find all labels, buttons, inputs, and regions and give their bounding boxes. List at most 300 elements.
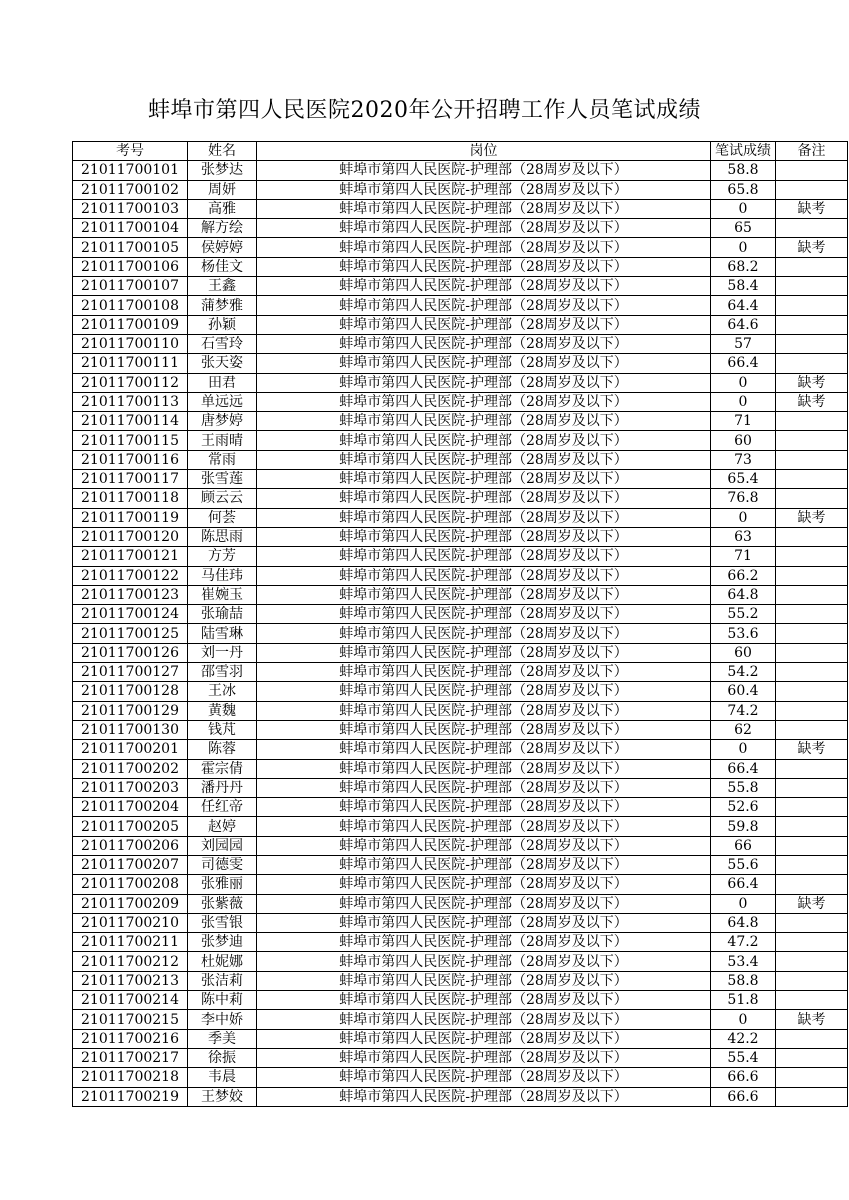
table-row <box>73 334 848 353</box>
table-row <box>73 991 848 1010</box>
position-cell: 蚌埠市第四人民医院-护理部（28周岁及以下） <box>257 547 711 566</box>
score-cell: 60 <box>711 431 776 450</box>
remarks-cell: 缺考 <box>776 1010 848 1029</box>
remarks-cell <box>776 1048 848 1067</box>
remarks-cell <box>776 566 848 585</box>
position-cell: 蚌埠市第四人民医院-护理部（28周岁及以下） <box>257 354 711 373</box>
score-cell: 54.2 <box>711 663 776 682</box>
exam-number-cell: 21011700120 <box>73 527 188 546</box>
name-cell: 杨佳文 <box>188 257 257 276</box>
score-cell: 71 <box>711 547 776 566</box>
name-cell: 刘一丹 <box>188 643 257 662</box>
name-cell: 陈蓉 <box>188 740 257 759</box>
score-cell: 52.6 <box>711 798 776 817</box>
table-row <box>73 277 848 296</box>
score-cell: 58.8 <box>711 161 776 180</box>
name-cell: 陈中莉 <box>188 991 257 1010</box>
name-cell: 钱芃 <box>188 720 257 739</box>
header-position: 岗位 <box>257 142 711 161</box>
name-cell: 陈思雨 <box>188 527 257 546</box>
header-exam-number: 考号 <box>73 142 188 161</box>
table-row <box>73 894 848 913</box>
position-cell: 蚌埠市第四人民医院-护理部（28周岁及以下） <box>257 817 711 836</box>
table-row <box>73 933 848 952</box>
position-cell: 蚌埠市第四人民医院-护理部（28周岁及以下） <box>257 663 711 682</box>
name-cell: 顾云云 <box>188 489 257 508</box>
score-cell: 51.8 <box>711 991 776 1010</box>
score-cell: 66.2 <box>711 566 776 585</box>
remarks-cell <box>776 933 848 952</box>
position-cell: 蚌埠市第四人民医院-护理部（28周岁及以下） <box>257 759 711 778</box>
score-cell: 66.4 <box>711 759 776 778</box>
remarks-cell: 缺考 <box>776 199 848 218</box>
position-cell: 蚌埠市第四人民医院-护理部（28周岁及以下） <box>257 392 711 411</box>
score-cell: 0 <box>711 199 776 218</box>
exam-number-cell: 21011700211 <box>73 933 188 952</box>
name-cell: 唐梦婷 <box>188 412 257 431</box>
exam-number-cell: 21011700101 <box>73 161 188 180</box>
score-cell: 64.8 <box>711 585 776 604</box>
table-row <box>73 296 848 315</box>
table-row <box>73 527 848 546</box>
exam-number-cell: 21011700123 <box>73 585 188 604</box>
score-cell: 66.4 <box>711 875 776 894</box>
table-row <box>73 373 848 392</box>
exam-number-cell: 21011700216 <box>73 1029 188 1048</box>
score-cell: 66.6 <box>711 1087 776 1106</box>
position-cell: 蚌埠市第四人民医院-护理部（28周岁及以下） <box>257 296 711 315</box>
position-cell: 蚌埠市第四人民医院-护理部（28周岁及以下） <box>257 952 711 971</box>
table-row <box>73 566 848 585</box>
score-cell: 68.2 <box>711 257 776 276</box>
name-cell: 任红帝 <box>188 798 257 817</box>
score-cell: 66.4 <box>711 354 776 373</box>
position-cell: 蚌埠市第四人民医院-护理部（28周岁及以下） <box>257 913 711 932</box>
score-cell: 64.4 <box>711 296 776 315</box>
name-cell: 马佳玮 <box>188 566 257 585</box>
remarks-cell <box>776 817 848 836</box>
remarks-cell <box>776 489 848 508</box>
remarks-cell <box>776 913 848 932</box>
remarks-cell <box>776 161 848 180</box>
position-cell: 蚌埠市第四人民医院-护理部（28周岁及以下） <box>257 431 711 450</box>
remarks-cell <box>776 701 848 720</box>
exam-number-cell: 21011700201 <box>73 740 188 759</box>
name-cell: 王鑫 <box>188 277 257 296</box>
score-cell: 53.6 <box>711 624 776 643</box>
remarks-cell <box>776 971 848 990</box>
exam-number-cell: 21011700205 <box>73 817 188 836</box>
position-cell: 蚌埠市第四人民医院-护理部（28周岁及以下） <box>257 624 711 643</box>
table-row <box>73 1068 848 1087</box>
score-cell: 64.6 <box>711 315 776 334</box>
position-cell: 蚌埠市第四人民医院-护理部（28周岁及以下） <box>257 778 711 797</box>
exam-number-cell: 21011700111 <box>73 354 188 373</box>
remarks-cell <box>776 798 848 817</box>
name-cell: 黄魏 <box>188 701 257 720</box>
name-cell: 侯婷婷 <box>188 238 257 257</box>
table-row <box>73 778 848 797</box>
exam-number-cell: 21011700114 <box>73 412 188 431</box>
exam-number-cell: 21011700105 <box>73 238 188 257</box>
score-table <box>72 141 848 1107</box>
score-cell: 55.8 <box>711 778 776 797</box>
exam-number-cell: 21011700102 <box>73 180 188 199</box>
table-row <box>73 257 848 276</box>
remarks-cell <box>776 180 848 199</box>
score-cell: 58.4 <box>711 277 776 296</box>
name-cell: 王冰 <box>188 682 257 701</box>
table-row <box>73 817 848 836</box>
name-cell: 霍宗倩 <box>188 759 257 778</box>
name-cell: 张紫薇 <box>188 894 257 913</box>
table-row <box>73 392 848 411</box>
position-cell: 蚌埠市第四人民医院-护理部（28周岁及以下） <box>257 199 711 218</box>
table-row <box>73 161 848 180</box>
exam-number-cell: 21011700209 <box>73 894 188 913</box>
position-cell: 蚌埠市第四人民医院-护理部（28周岁及以下） <box>257 373 711 392</box>
position-cell: 蚌埠市第四人民医院-护理部（28周岁及以下） <box>257 991 711 1010</box>
table-row <box>73 759 848 778</box>
score-cell: 53.4 <box>711 952 776 971</box>
table-row <box>73 682 848 701</box>
name-cell: 蒲梦雅 <box>188 296 257 315</box>
name-cell: 季美 <box>188 1029 257 1048</box>
exam-number-cell: 21011700115 <box>73 431 188 450</box>
name-cell: 韦晨 <box>188 1068 257 1087</box>
table-row <box>73 1010 848 1029</box>
remarks-cell <box>776 663 848 682</box>
position-cell: 蚌埠市第四人民医院-护理部（28周岁及以下） <box>257 740 711 759</box>
name-cell: 张天姿 <box>188 354 257 373</box>
table-row <box>73 740 848 759</box>
exam-number-cell: 21011700110 <box>73 334 188 353</box>
exam-number-cell: 21011700124 <box>73 605 188 624</box>
position-cell: 蚌埠市第四人民医院-护理部（28周岁及以下） <box>257 527 711 546</box>
name-cell: 田君 <box>188 373 257 392</box>
score-cell: 65.8 <box>711 180 776 199</box>
name-cell: 司德雯 <box>188 855 257 874</box>
table-row <box>73 412 848 431</box>
table-row <box>73 547 848 566</box>
score-cell: 65.4 <box>711 470 776 489</box>
position-cell: 蚌埠市第四人民医院-护理部（28周岁及以下） <box>257 257 711 276</box>
name-cell: 王梦姣 <box>188 1087 257 1106</box>
name-cell: 方芳 <box>188 547 257 566</box>
exam-number-cell: 21011700117 <box>73 470 188 489</box>
table-row <box>73 663 848 682</box>
remarks-cell <box>776 643 848 662</box>
remarks-cell <box>776 952 848 971</box>
exam-number-cell: 21011700108 <box>73 296 188 315</box>
score-cell: 55.6 <box>711 855 776 874</box>
remarks-cell <box>776 759 848 778</box>
score-cell: 62 <box>711 720 776 739</box>
remarks-cell <box>776 836 848 855</box>
name-cell: 单远远 <box>188 392 257 411</box>
position-cell: 蚌埠市第四人民医院-护理部（28周岁及以下） <box>257 277 711 296</box>
exam-number-cell: 21011700107 <box>73 277 188 296</box>
table-row <box>73 1087 848 1106</box>
exam-number-cell: 21011700127 <box>73 663 188 682</box>
table-row <box>73 219 848 238</box>
score-cell: 0 <box>711 894 776 913</box>
position-cell: 蚌埠市第四人民医院-护理部（28周岁及以下） <box>257 971 711 990</box>
score-cell: 0 <box>711 740 776 759</box>
table-row <box>73 720 848 739</box>
remarks-cell <box>776 585 848 604</box>
remarks-cell <box>776 527 848 546</box>
remarks-cell <box>776 412 848 431</box>
name-cell: 解方绘 <box>188 219 257 238</box>
position-cell: 蚌埠市第四人民医院-护理部（28周岁及以下） <box>257 798 711 817</box>
table-row <box>73 643 848 662</box>
remarks-cell <box>776 470 848 489</box>
exam-number-cell: 21011700210 <box>73 913 188 932</box>
name-cell: 王雨晴 <box>188 431 257 450</box>
exam-number-cell: 21011700119 <box>73 508 188 527</box>
table-row <box>73 836 848 855</box>
table-row <box>73 875 848 894</box>
table-row <box>73 701 848 720</box>
remarks-cell <box>776 431 848 450</box>
score-cell: 71 <box>711 412 776 431</box>
name-cell: 常雨 <box>188 450 257 469</box>
position-cell: 蚌埠市第四人民医院-护理部（28周岁及以下） <box>257 585 711 604</box>
score-cell: 63 <box>711 527 776 546</box>
exam-number-cell: 21011700202 <box>73 759 188 778</box>
exam-number-cell: 21011700208 <box>73 875 188 894</box>
exam-number-cell: 21011700203 <box>73 778 188 797</box>
name-cell: 赵婷 <box>188 817 257 836</box>
name-cell: 陆雪琳 <box>188 624 257 643</box>
table-row <box>73 971 848 990</box>
exam-number-cell: 21011700129 <box>73 701 188 720</box>
position-cell: 蚌埠市第四人民医院-护理部（28周岁及以下） <box>257 1010 711 1029</box>
exam-number-cell: 21011700213 <box>73 971 188 990</box>
remarks-cell <box>776 296 848 315</box>
name-cell: 张雪莲 <box>188 470 257 489</box>
score-cell: 76.8 <box>711 489 776 508</box>
position-cell: 蚌埠市第四人民医院-护理部（28周岁及以下） <box>257 1029 711 1048</box>
exam-number-cell: 21011700104 <box>73 219 188 238</box>
remarks-cell <box>776 450 848 469</box>
remarks-cell <box>776 277 848 296</box>
header-written-score: 笔试成绩 <box>711 142 776 161</box>
name-cell: 张瑜喆 <box>188 605 257 624</box>
remarks-cell: 缺考 <box>776 740 848 759</box>
score-cell: 55.4 <box>711 1048 776 1067</box>
exam-number-cell: 21011700206 <box>73 836 188 855</box>
remarks-cell: 缺考 <box>776 238 848 257</box>
position-cell: 蚌埠市第四人民医院-护理部（28周岁及以下） <box>257 508 711 527</box>
exam-number-cell: 21011700109 <box>73 315 188 334</box>
position-cell: 蚌埠市第四人民医院-护理部（28周岁及以下） <box>257 894 711 913</box>
position-cell: 蚌埠市第四人民医院-护理部（28周岁及以下） <box>257 701 711 720</box>
position-cell: 蚌埠市第四人民医院-护理部（28周岁及以下） <box>257 1068 711 1087</box>
position-cell: 蚌埠市第四人民医院-护理部（28周岁及以下） <box>257 238 711 257</box>
remarks-cell <box>776 315 848 334</box>
position-cell: 蚌埠市第四人民医院-护理部（28周岁及以下） <box>257 219 711 238</box>
table-row <box>73 855 848 874</box>
name-cell: 杜妮娜 <box>188 952 257 971</box>
score-cell: 59.8 <box>711 817 776 836</box>
position-cell: 蚌埠市第四人民医院-护理部（28周岁及以下） <box>257 875 711 894</box>
score-cell: 60 <box>711 643 776 662</box>
position-cell: 蚌埠市第四人民医院-护理部（28周岁及以下） <box>257 412 711 431</box>
name-cell: 周妍 <box>188 180 257 199</box>
name-cell: 张洁莉 <box>188 971 257 990</box>
exam-number-cell: 21011700130 <box>73 720 188 739</box>
remarks-cell <box>776 682 848 701</box>
remarks-cell <box>776 1068 848 1087</box>
table-row <box>73 952 848 971</box>
exam-number-cell: 21011700126 <box>73 643 188 662</box>
name-cell: 张雪银 <box>188 913 257 932</box>
table-row <box>73 798 848 817</box>
table-row <box>73 180 848 199</box>
table-row <box>73 470 848 489</box>
exam-number-cell: 21011700214 <box>73 991 188 1010</box>
name-cell: 徐振 <box>188 1048 257 1067</box>
exam-number-cell: 21011700103 <box>73 199 188 218</box>
name-cell: 高雅 <box>188 199 257 218</box>
remarks-cell <box>776 855 848 874</box>
name-cell: 何荟 <box>188 508 257 527</box>
remarks-cell <box>776 334 848 353</box>
position-cell: 蚌埠市第四人民医院-护理部（28周岁及以下） <box>257 315 711 334</box>
score-cell: 0 <box>711 373 776 392</box>
remarks-cell <box>776 1029 848 1048</box>
remarks-cell <box>776 547 848 566</box>
name-cell: 刘园园 <box>188 836 257 855</box>
exam-number-cell: 21011700106 <box>73 257 188 276</box>
remarks-cell <box>776 257 848 276</box>
position-cell: 蚌埠市第四人民医院-护理部（28周岁及以下） <box>257 1087 711 1106</box>
remarks-cell <box>776 778 848 797</box>
remarks-cell: 缺考 <box>776 508 848 527</box>
name-cell: 孙颖 <box>188 315 257 334</box>
name-cell: 潘丹丹 <box>188 778 257 797</box>
remarks-cell <box>776 1087 848 1106</box>
score-cell: 66 <box>711 836 776 855</box>
name-cell: 张梦迪 <box>188 933 257 952</box>
position-cell: 蚌埠市第四人民医院-护理部（28周岁及以下） <box>257 450 711 469</box>
exam-number-cell: 21011700215 <box>73 1010 188 1029</box>
exam-number-cell: 21011700113 <box>73 392 188 411</box>
remarks-cell <box>776 354 848 373</box>
score-cell: 66.6 <box>711 1068 776 1087</box>
exam-number-cell: 21011700118 <box>73 489 188 508</box>
table-header-row <box>73 142 848 161</box>
exam-number-cell: 21011700217 <box>73 1048 188 1067</box>
position-cell: 蚌埠市第四人民医院-护理部（28周岁及以下） <box>257 855 711 874</box>
remarks-cell <box>776 875 848 894</box>
table-row <box>73 238 848 257</box>
position-cell: 蚌埠市第四人民医院-护理部（28周岁及以下） <box>257 470 711 489</box>
name-cell: 石雪玲 <box>188 334 257 353</box>
table-row <box>73 913 848 932</box>
exam-number-cell: 21011700219 <box>73 1087 188 1106</box>
table-row <box>73 450 848 469</box>
position-cell: 蚌埠市第四人民医院-护理部（28周岁及以下） <box>257 161 711 180</box>
score-cell: 47.2 <box>711 933 776 952</box>
exam-number-cell: 21011700204 <box>73 798 188 817</box>
score-cell: 57 <box>711 334 776 353</box>
score-cell: 58.8 <box>711 971 776 990</box>
remarks-cell <box>776 720 848 739</box>
table-row <box>73 489 848 508</box>
remarks-cell <box>776 605 848 624</box>
score-cell: 42.2 <box>711 1029 776 1048</box>
exam-number-cell: 21011700116 <box>73 450 188 469</box>
position-cell: 蚌埠市第四人民医院-护理部（28周岁及以下） <box>257 933 711 952</box>
score-cell: 0 <box>711 238 776 257</box>
score-cell: 64.8 <box>711 913 776 932</box>
position-cell: 蚌埠市第四人民医院-护理部（28周岁及以下） <box>257 836 711 855</box>
table-row <box>73 585 848 604</box>
position-cell: 蚌埠市第四人民医院-护理部（28周岁及以下） <box>257 180 711 199</box>
header-name: 姓名 <box>188 142 257 161</box>
score-cell: 55.2 <box>711 605 776 624</box>
exam-number-cell: 21011700112 <box>73 373 188 392</box>
exam-number-cell: 21011700121 <box>73 547 188 566</box>
score-cell: 60.4 <box>711 682 776 701</box>
table-row <box>73 354 848 373</box>
table-row <box>73 315 848 334</box>
score-cell: 65 <box>711 219 776 238</box>
table-row <box>73 624 848 643</box>
name-cell: 崔婉玉 <box>188 585 257 604</box>
score-cell: 73 <box>711 450 776 469</box>
name-cell: 邵雪羽 <box>188 663 257 682</box>
table-row <box>73 605 848 624</box>
exam-number-cell: 21011700218 <box>73 1068 188 1087</box>
position-cell: 蚌埠市第四人民医院-护理部（28周岁及以下） <box>257 720 711 739</box>
name-cell: 张雅丽 <box>188 875 257 894</box>
position-cell: 蚌埠市第四人民医院-护理部（28周岁及以下） <box>257 682 711 701</box>
position-cell: 蚌埠市第四人民医院-护理部（28周岁及以下） <box>257 566 711 585</box>
table-row <box>73 1048 848 1067</box>
table-row <box>73 431 848 450</box>
score-cell: 0 <box>711 1010 776 1029</box>
remarks-cell: 缺考 <box>776 373 848 392</box>
score-cell: 74.2 <box>711 701 776 720</box>
position-cell: 蚌埠市第四人民医院-护理部（28周岁及以下） <box>257 605 711 624</box>
position-cell: 蚌埠市第四人民医院-护理部（28周岁及以下） <box>257 643 711 662</box>
score-cell: 0 <box>711 508 776 527</box>
exam-number-cell: 21011700128 <box>73 682 188 701</box>
table-row <box>73 199 848 218</box>
remarks-cell: 缺考 <box>776 392 848 411</box>
position-cell: 蚌埠市第四人民医院-护理部（28周岁及以下） <box>257 334 711 353</box>
name-cell: 张梦达 <box>188 161 257 180</box>
remarks-cell <box>776 991 848 1010</box>
header-remarks: 备注 <box>776 142 848 161</box>
table-row <box>73 508 848 527</box>
position-cell: 蚌埠市第四人民医院-护理部（28周岁及以下） <box>257 489 711 508</box>
position-cell: 蚌埠市第四人民医院-护理部（28周岁及以下） <box>257 1048 711 1067</box>
score-cell: 0 <box>711 392 776 411</box>
exam-number-cell: 21011700122 <box>73 566 188 585</box>
remarks-cell <box>776 624 848 643</box>
remarks-cell <box>776 219 848 238</box>
exam-number-cell: 21011700207 <box>73 855 188 874</box>
remarks-cell: 缺考 <box>776 894 848 913</box>
name-cell: 李中娇 <box>188 1010 257 1029</box>
exam-number-cell: 21011700212 <box>73 952 188 971</box>
table-row <box>73 1029 848 1048</box>
